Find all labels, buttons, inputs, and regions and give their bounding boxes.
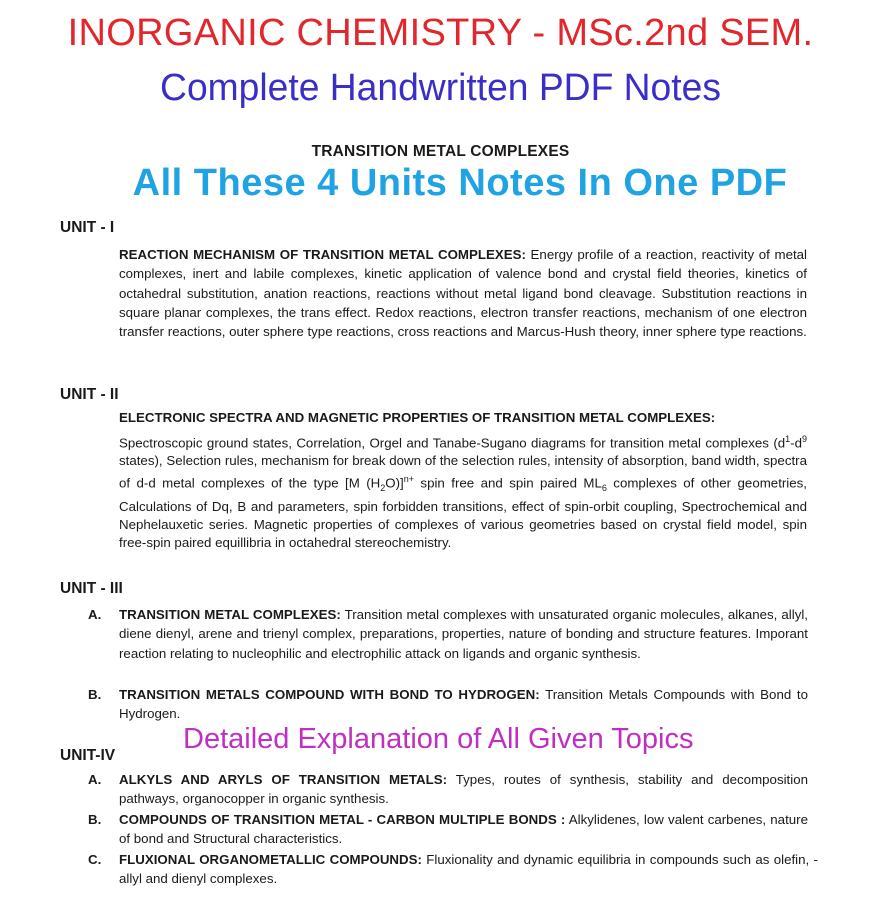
item-letter: B. [88,687,102,702]
subscript: 2 [380,483,386,494]
superscript: n+ [403,474,415,485]
item-heading: TRANSITION METALS COMPOUND WITH BOND TO HYDROGEN: [119,687,540,702]
promo-units-banner: All These 4 Units Notes In One PDF [132,162,788,204]
item-text [119,810,808,849]
unit-2-label: UNIT - II [60,386,119,403]
item-text [119,605,808,663]
item-body: Alkylidenes, low valent carbenes, nature of bond and Structural characteristics. [119,812,808,847]
item-heading: ALKYLS AND ARYLS OF TRANSITION METALS: [119,772,448,787]
item-letter: A. [88,607,102,622]
superscript: 9 [801,434,807,444]
unit-1-description [119,245,807,341]
item-heading: TRANSITION METAL COMPLEXES: [119,607,341,622]
unit-4-item-b [88,810,808,849]
unit-1-label: UNIT - I [60,219,115,236]
item-text [119,770,808,809]
item-body: Fluxionality and dynamic equilibria in compounds such as olefin, -allyl and dienyl complexes. [119,852,818,887]
unit-2-description [119,430,807,552]
unit-4-item-c [88,850,818,889]
unit-2-text: complexes of other geometries, Calculations of Dq, B and parameters, spin forbidden transitions, effect of spin-orbit coupling, Spectrochemical and Nephelauxetic series. Magnetic properties of complexes of various geometries based on crystal field model, spin free-spin paired equillibria in octahedral stereochemistry. [119,475,808,550]
unit-2-text: -d [790,435,802,451]
unit-3-label: UNIT - III [60,580,123,597]
item-text [119,850,818,889]
unit-2-heading: ELECTRONIC SPECTRA AND MAGNETIC PROPERTIES OF TRANSITION METAL COMPLEXES: [119,410,716,425]
syllabus-title: TRANSITION METAL COMPLEXES [311,143,570,160]
unit-1-body: Energy profile of a reaction, reactivity of metal complexes, inert and labile complexes, kinetic application of valence bond and crystal field theories, kinetics of octahedral substitution, anation reactions, reactions without metal ligand bond cleavage. Substitution reactions in square planar complexes, the trans effect. Redox reactions, electron transfer reactions, mechanism of one electron transfer reactions, outer sphere type reactions, cross reactions and Marcus-Hush theory, inner sphere type reactions. [119,247,808,340]
item-letter: A. [88,772,102,787]
unit-4-item-a [88,770,808,809]
unit-2-text: Spectroscopic ground states, Correlation, Orgel and Tanabe-Sugano diagrams for transition metal complexes (d [119,435,786,451]
unit-3-item-b [88,685,808,724]
unit-2-text: spin free and spin paired ML [414,475,602,491]
page-subtitle: Complete Handwritten PDF Notes [160,67,721,109]
item-letter: B. [88,812,102,827]
unit-4-label: UNIT-IV [60,747,116,764]
item-letter: C. [88,852,102,867]
item-heading: FLUXIONAL ORGANOMETALLIC COMPOUNDS: [119,852,422,867]
unit-3-item-a [88,605,808,663]
item-body: Types, routes of synthesis, stability and decomposition pathways, organocopper in organic synthesis. [119,772,808,807]
unit-1-heading: REACTION MECHANISM OF TRANSITION METAL COMPLEXES: [119,247,526,262]
page-title: INORGANIC CHEMISTRY - MSc.2nd SEM. [67,12,814,54]
superscript: 1 [785,434,791,444]
unit-2-text: states), Selection rules, mechanism for break down of the selection rules, intensity of absorption, band width, spectra of d-d metal complexes of the type [M (H [119,453,807,491]
item-body: Transition Metals Compounds with Bond to Hydrogen. [119,687,808,722]
unit-2-text: O)] [385,475,404,491]
item-heading: COMPOUNDS OF TRANSITION METAL - CARBON MULTIPLE BONDS : [119,812,566,827]
item-text [119,685,808,724]
item-body: Transition metal complexes with unsaturated organic molecules, alkanes, allyl, diene dienyl, arene and trienyl complex, preparations, properties, nature of bonding and structure features. Imporant reaction relating to nucleophilic and electrophilic attack on ligands and organic synthesis. [119,607,808,661]
subscript: 6 [601,483,607,494]
promo-detail-banner: Detailed Explanation of All Given Topics [183,723,694,755]
